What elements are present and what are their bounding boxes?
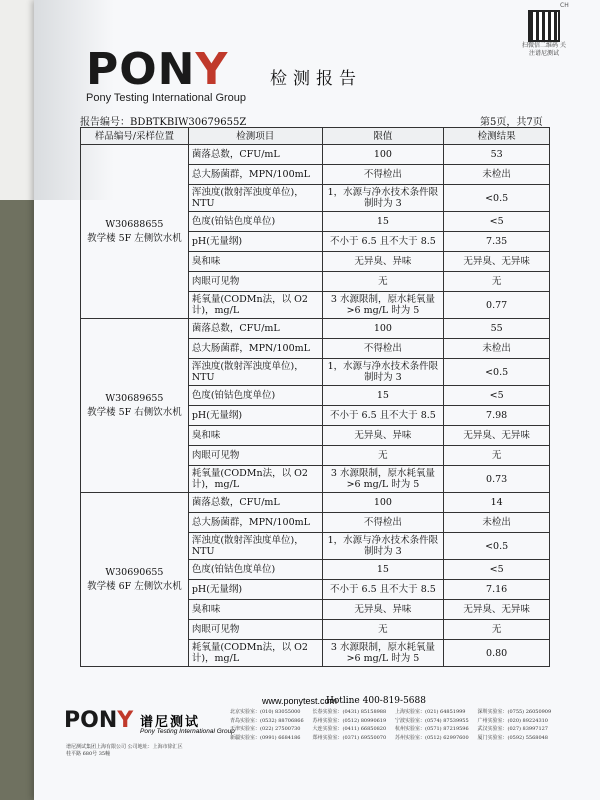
result-cell: 未检出 [444,513,550,533]
qr-code-icon [528,10,560,42]
sample-cell [81,319,189,493]
lab-contact: 杭州实验室：(0571) 87219596 [395,726,469,732]
header-item: 检测项目 [188,128,322,145]
result-cell: 55 [444,319,550,339]
report-number: 报告编号：BDBTKBIW30679655Z [80,117,247,128]
limit-cell: 100 [322,319,444,339]
lab-contact: 深圳实验室：(0755) 26050909 [477,709,552,715]
item-cell: pH(无量纲) [188,580,322,600]
lab-contact: 长春实验室：(0431) 85158988 [312,709,387,715]
pony-logo [86,44,228,95]
limit-cell: 100 [322,145,444,165]
limit-cell: 3 水源限制，原水耗氧量>6 mg/L 时为 5 [322,466,444,493]
limit-cell: 不得检出 [322,165,444,185]
item-cell: 臭和味 [188,252,322,272]
result-cell: 无 [444,446,550,466]
table-row [81,145,550,165]
item-cell: 菌落总数，CFU/mL [188,319,322,339]
qr-caption: 扫微信二维码 关注谱尼测试 [522,42,566,57]
corner-mark: CH [560,2,569,9]
table-row [81,319,550,339]
item-cell: 耗氧量(CODMn法，以 O2计)，mg/L [188,640,322,667]
sample-location: 教学楼 6F 左侧饮水机 [87,580,182,592]
results-table [80,127,550,667]
logo-accent-letter: Y [117,708,134,733]
page-count: 第5页，共7页 [480,117,543,128]
limit-cell: 3 水源限制，原水耗氧量>6 mg/L 时为 5 [322,640,444,667]
item-cell: 总大肠菌群，MPN/100mL [188,513,322,533]
limit-cell: 1，水源与净水技术条件限制时为 3 [322,359,444,386]
result-cell: 无 [444,272,550,292]
limit-cell: 不得检出 [322,339,444,359]
result-cell: 未检出 [444,339,550,359]
lab-contact: 苏州实验室：(0512) 62997600 [395,734,469,741]
item-cell: 总大肠菌群，MPN/100mL [188,339,322,359]
item-cell: 耗氧量(CODMn法，以 O2计)，mg/L [188,292,322,319]
result-cell: <5 [444,386,550,406]
footer-lab-list [230,708,560,742]
result-cell: 7.98 [444,406,550,426]
logo-text: PON [86,44,196,95]
table-header-row [81,128,550,145]
logo-subtitle: Pony Testing International Group [86,92,247,104]
result-cell: 0.80 [444,640,550,667]
header-result: 检测结果 [444,128,550,145]
header-limit: 限值 [322,128,444,145]
table-body [81,145,550,667]
result-cell: 53 [444,145,550,165]
limit-cell: 无 [322,446,444,466]
lab-contact: 上海实验室：(021) 64851999 [395,709,466,715]
result-cell: 无异臭、无异味 [444,600,550,620]
limit-cell: 15 [322,560,444,580]
result-cell: 无 [444,620,550,640]
limit-cell: 1，水源与净水技术条件限制时为 3 [322,185,444,212]
sample-id: W30690655 [105,566,164,578]
limit-cell: 不得检出 [322,513,444,533]
sample-location: 教学楼 5F 左侧饮水机 [87,232,182,244]
item-cell: 耗氧量(CODMn法，以 O2计)，mg/L [188,466,322,493]
result-cell: 无异臭、无异味 [444,426,550,446]
limit-cell: 无异臭、异味 [322,252,444,272]
logo-text: PON [64,708,118,733]
lab-contact: 厦门实验室：(0592) 5568048 [477,734,548,741]
result-cell: <0.5 [444,185,550,212]
item-cell: 浑浊度(散射浑浊度单位)，NTU [188,359,322,386]
footer-company-address: 谱尼测试集团上海有限公司 公司地址：上海市徐汇区桂平路 680号 35幢 [66,744,183,757]
limit-cell: 3 水源限制，原水耗氧量>6 mg/L 时为 5 [322,292,444,319]
result-cell: <5 [444,212,550,232]
result-cell: <0.5 [444,359,550,386]
limit-cell: 1，水源与净水技术条件限制时为 3 [322,533,444,560]
footer-cn-name: 谱尼测试 [140,715,201,730]
item-cell: 肉眼可见物 [188,620,322,640]
item-cell: 浑浊度(散射浑浊度单位)，NTU [188,185,322,212]
result-cell: 14 [444,493,550,513]
limit-cell: 无异臭、异味 [322,426,444,446]
item-cell: 浑浊度(散射浑浊度单位)，NTU [188,533,322,560]
sample-id: W30688655 [105,218,164,230]
limit-cell: 100 [322,493,444,513]
footer-en-name: Pony Testing International Group [140,728,235,735]
result-cell: <5 [444,560,550,580]
result-cell: 0.77 [444,292,550,319]
lab-contact: 广州实验室：(020) 89224310 [477,717,548,724]
sample-location: 教学楼 5F 右侧饮水机 [87,406,182,418]
limit-cell: 15 [322,212,444,232]
item-cell: 色度(铂钴色度单位) [188,212,322,232]
limit-cell: 无 [322,272,444,292]
result-cell: 未检出 [444,165,550,185]
lab-contact: 天津实验室：(022) 27500730 [230,726,301,732]
item-cell: 肉眼可见物 [188,272,322,292]
lab-contact: 北京实验室：(010) 83055000 [230,709,301,715]
limit-cell: 无异臭、异味 [322,600,444,620]
header-sample: 样品编号/采样位置 [81,128,189,145]
footer-hotline: Hotline 400-819-5688 [326,696,426,706]
item-cell: pH(无量纲) [188,406,322,426]
logo-accent-letter: Y [195,44,229,95]
lab-contact: 大连实验室：(0411) 66850820 [312,726,387,732]
limit-cell: 15 [322,386,444,406]
limit-cell: 不小于 6.5 且不大于 8.5 [322,406,444,426]
sample-cell [81,145,189,319]
limit-cell: 不小于 6.5 且不大于 8.5 [322,232,444,252]
result-cell: 7.16 [444,580,550,600]
result-cell: 0.73 [444,466,550,493]
table-row [81,493,550,513]
lab-contact: 苏州实验室：(0512) 80990619 [312,717,387,724]
item-cell: 总大肠菌群，MPN/100mL [188,165,322,185]
sample-cell [81,493,189,667]
item-cell: pH(无量纲) [188,232,322,252]
item-cell: 肉眼可见物 [188,446,322,466]
item-cell: 臭和味 [188,600,322,620]
item-cell: 色度(铂钴色度单位) [188,386,322,406]
item-cell: 菌落总数，CFU/mL [188,145,322,165]
item-cell: 色度(铂钴色度单位) [188,560,322,580]
item-cell: 臭和味 [188,426,322,446]
result-cell: <0.5 [444,533,550,560]
item-cell: 菌落总数，CFU/mL [188,493,322,513]
limit-cell: 不小于 6.5 且不大于 8.5 [322,580,444,600]
result-cell: 无异臭、无异味 [444,252,550,272]
document-title: 检测报告 [270,69,362,89]
result-cell: 7.35 [444,232,550,252]
footer-logo [64,708,133,733]
footer-website: www.ponytest.com [262,696,338,706]
lab-contact: 新疆实验室：(0991) 6684186 [230,734,301,741]
lab-contact: 宁波实验室：(0574) 87539955 [395,717,469,724]
lab-contact: 郑州实验室：(0371) 69550070 [312,734,387,741]
limit-cell: 无 [322,620,444,640]
lab-contact: 武汉实验室：(027) 83997127 [477,726,548,732]
lab-contact: 青岛实验室：(0532) 88706866 [230,717,304,724]
sample-id: W30689655 [105,392,164,404]
